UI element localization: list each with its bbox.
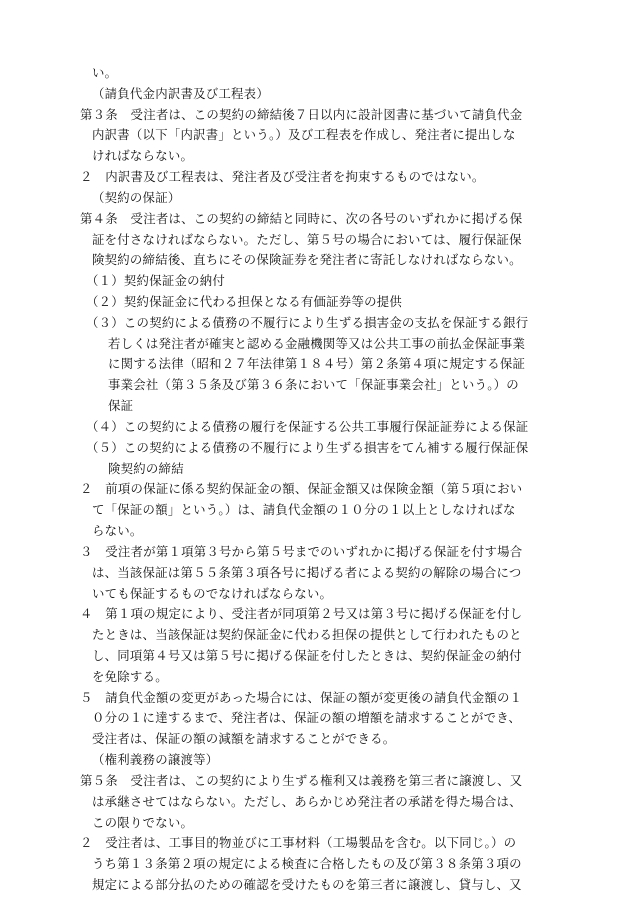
section-heading: （請負代金内訳書及び工程表） [92,85,269,101]
text-line: 証を付さなければならない。ただし、第５号の場合においては、履行保証保 [92,231,522,247]
text-line: は、当該保証は第５５条第３項各号に掲げる者による契約の解除の場合につ [92,564,522,580]
text-line: 規定による部分払のための確認を受けたものを第三者に譲渡し、貸与し、又 [92,877,522,892]
text-line: この限りでない。 [92,814,194,830]
text-line: 内訳書（以下「内訳書」という。）及び工程表を作成し、発注者に提出しな [92,127,516,143]
paragraph-line: ５ 請負代金額の変更があった場合には、保証の額が変更後の請負代金額の１ [80,689,523,705]
text-line: たときは、当該保証は契約保証金に代わる担保の提供として行われたものと [92,627,522,643]
paragraph-line: ２ 前項の保証に係る契約保証金の額、保証金額又は保険金額（第５項におい [80,481,523,497]
paragraph-line: ４ 第１項の規定により、受注者が同項第２号又は第３号に掲げる保証を付し [80,606,523,622]
article-line: 第４条 受注者は、この契約の締結と同時に、次の各号のいずれかに掲げる保 [80,210,523,226]
text-line: らない。 [92,523,143,539]
paragraph-line: ２ 内訳書及び工程表は、発注者及び受注者を拘束するものではない。 [80,169,485,185]
text-line: 事業会社（第３５条及び第３６条において「保証事業会社」という。）の [108,377,519,393]
text-line: に関する法律（昭和２７年法律第１８４号）第２条第４項に規定する保証 [108,356,526,372]
text-line: 若しくは発注者が確実と認める金融機関等又は公共工事の前払金保証事業 [108,335,526,351]
text-line: ０分の１に達するまで、発注者は、保証の額の増額を請求することができ、 [92,710,522,726]
paragraph-line: ３ 受注者が第１項第３号から第５号までのいずれかに掲げる保証を付す場合 [80,543,523,559]
list-item: （５）この契約による債務の不履行により生ずる損害をてん補する履行保証保 [86,439,529,455]
list-item: （４）この契約による債務の履行を保証する公共工事履行保証証券による保証 [86,418,529,434]
text-line: 受注者は、保証の額の減額を請求することができる。 [92,731,396,747]
article-line: 第３条 受注者は、この契約の締結後７日以内に設計図書に基づいて請負代金 [80,106,523,122]
list-item: （３）この契約による債務の不履行により生ずる損害金の支払を保証する銀行 [86,314,529,330]
section-heading: （権利義務の譲渡等） [92,752,219,768]
text-line: し、同項第４号又は第５号に掲げる保証を付したときは、契約保証金の納付 [92,647,522,663]
text-line: うち第１３条第２項の規定による検査に合格したもの及び第３８条第３項の [92,856,522,872]
list-item: （２）契約保証金に代わる担保となる有価証券等の提供 [86,294,403,310]
paragraph-line: ２ 受注者は、工事目的物並びに工事材料（工場製品を含む。以下同じ。）の [80,835,517,851]
article-line: 第５条 受注者は、この契約により生ずる権利又は義務を第三者に譲渡し、又 [80,772,523,788]
text-line: 険契約の締結後、直ちにその保険証券を発注者に寄託しなければならない。 [92,252,522,268]
text-line: を免除する。 [92,668,168,684]
text-line: い。 [92,65,118,80]
text-line: て「保証の額」という。）は、請負代金額の１０分の１以上としなければな [92,502,516,518]
text-line: は承継させてはならない。ただし、あらかじめ発注者の承諾を得た場合は、 [92,793,522,809]
list-item: （１）契約保証金の納付 [86,273,226,289]
section-heading: （契約の保証） [92,189,181,205]
text-line: いても保証するものでなければならない。 [92,585,333,601]
text-line: ければならない。 [92,148,194,164]
text-line: 保証 [108,398,134,414]
text-line: 険契約の締結 [108,460,184,476]
